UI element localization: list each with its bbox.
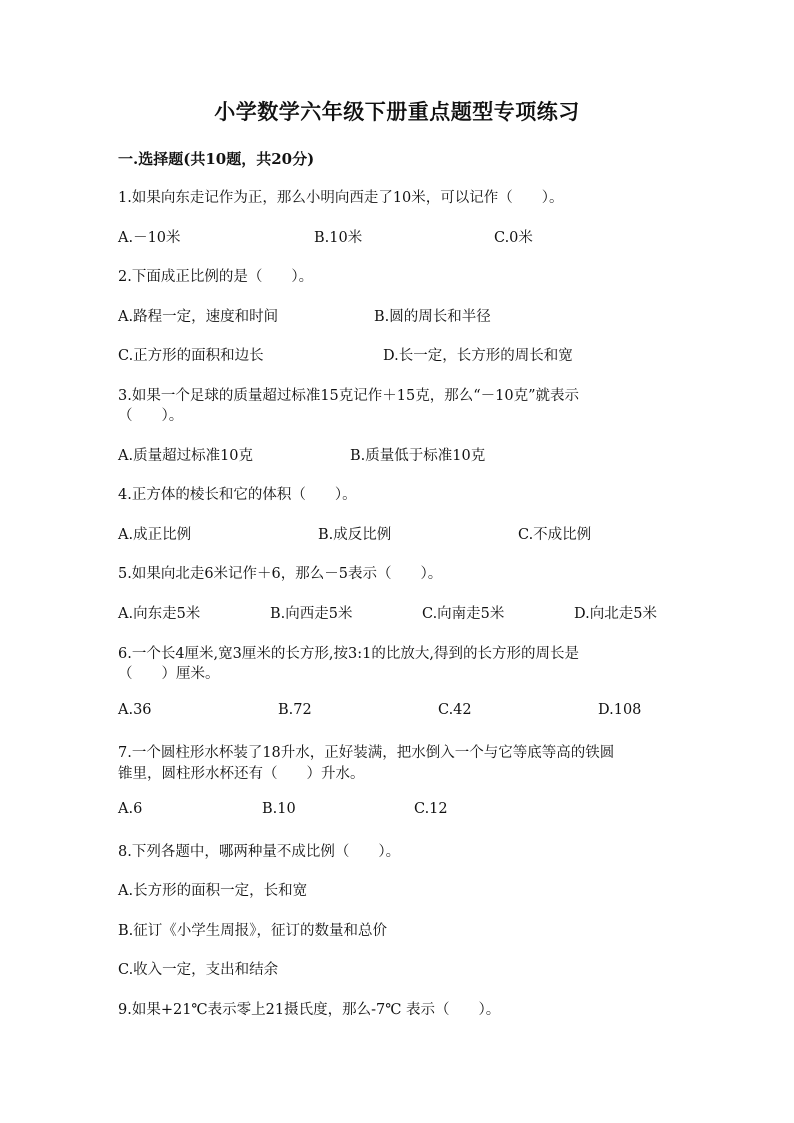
question-1-option-b: B.10米 — [314, 230, 363, 246]
question-4-option-b: B.成反比例 — [318, 527, 392, 543]
question-7-option-c: C.12 — [414, 801, 448, 817]
question-6-option-c: C.42 — [438, 702, 472, 718]
question-4-stem: 4.正方体的棱长和它的体积（ ）。 — [118, 487, 357, 503]
question-7-stem-line-2: 锥里，圆柱形水杯还有（ ）升水。 — [118, 766, 365, 782]
question-7-option-a: A.6 — [118, 801, 143, 817]
question-2-stem: 2.下面成正比例的是（ ）。 — [118, 269, 314, 285]
question-6-option-b: B.72 — [278, 702, 312, 718]
page-title: 小学数学六年级下册重点题型专项练习 — [214, 99, 580, 124]
question-9-stem: 9.如果+21℃表示零上21摄氏度，那么-7℃ 表示（ ）。 — [118, 1002, 501, 1018]
question-2-option-b: B.圆的周长和半径 — [374, 309, 491, 325]
question-2-option-a: A.路程一定，速度和时间 — [118, 309, 279, 325]
question-5-option-a: A.向东走5米 — [118, 606, 201, 622]
question-5-option-b: B.向西走5米 — [270, 606, 353, 622]
question-6-stem-line-2: （ ）厘米。 — [118, 666, 220, 682]
question-8-option-a: A.长方形的面积一定，长和宽 — [118, 883, 308, 899]
question-4-option-c: C.不成比例 — [518, 527, 592, 543]
question-7-option-b: B.10 — [262, 801, 296, 817]
question-7-stem-line-1: 7.一个圆柱形水杯装了18升水，正好装满，把水倒入一个与它等底等高的铁圆 — [118, 745, 615, 761]
question-1-option-a: A.－10米 — [118, 230, 181, 246]
question-3-stem-line-1: 3.如果一个足球的质量超过标准15克记作＋15克，那么“－10克”就表示 — [118, 388, 580, 404]
question-5-stem: 5.如果向北走6米记作＋6，那么－5表示（ ）。 — [118, 566, 443, 582]
question-3-stem-line-2: （ ）。 — [118, 408, 184, 424]
section-heading: 一.选择题(共10题，共20分) — [118, 150, 315, 168]
question-8-stem: 8.下列各题中，哪两种量不成比例（ ）。 — [118, 844, 401, 860]
question-5-option-d: D.向北走5米 — [574, 606, 657, 622]
question-3-option-a: A.质量超过标准10克 — [118, 448, 254, 464]
question-8-option-c: C.收入一定，支出和结余 — [118, 962, 279, 978]
question-1-option-c: C.0米 — [494, 230, 533, 246]
question-4-option-a: A.成正比例 — [118, 527, 192, 543]
question-3-option-b: B.质量低于标准10克 — [350, 448, 486, 464]
question-6-option-a: A.36 — [118, 702, 152, 718]
question-2-option-c: C.正方形的面积和边长 — [118, 348, 264, 364]
question-2-option-d: D.长一定，长方形的周长和宽 — [383, 348, 573, 364]
question-1-stem: 1.如果向东走记作为正，那么小明向西走了10米，可以记作（ ）。 — [118, 190, 564, 206]
question-5-option-c: C.向南走5米 — [422, 606, 505, 622]
question-6-option-d: D.108 — [598, 702, 642, 718]
question-6-stem-line-1: 6.一个长4厘米,宽3厘米的长方形,按3:1的比放大,得到的长方形的周长是 — [118, 646, 579, 662]
question-8-option-b: B.征订《小学生周报》，征订的数量和总价 — [118, 923, 388, 939]
